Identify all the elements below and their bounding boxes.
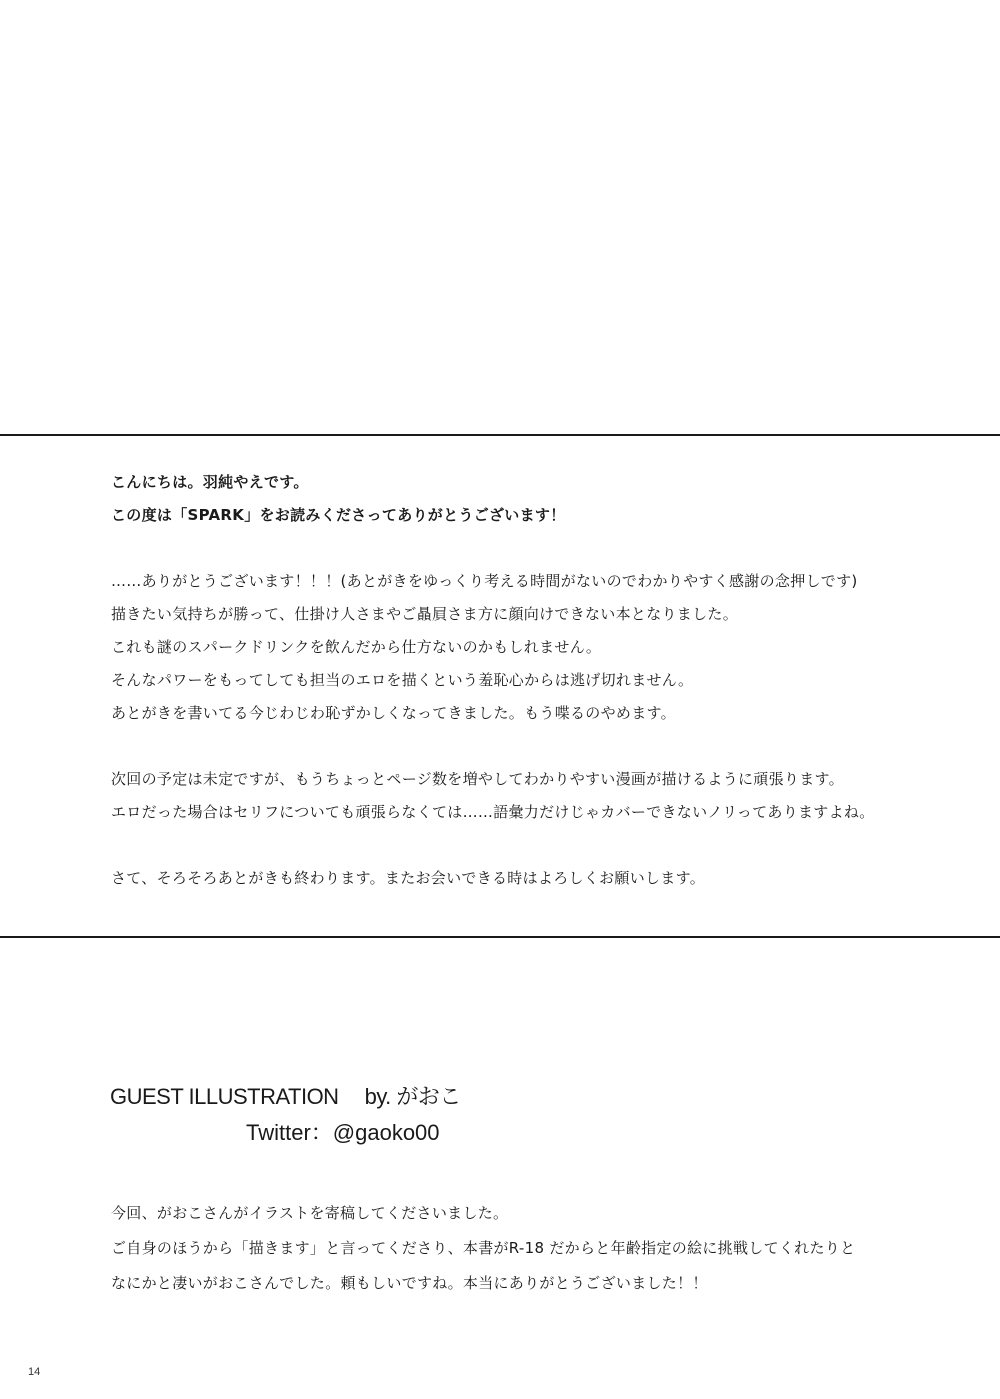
guest-twitter-handle: Twitter：@gaoko00 <box>246 1120 440 1145</box>
afterword-line: そんなパワーをもってしても担当のエロを描くという羞恥心からは逃げ切れません。 <box>111 671 694 689</box>
thanks-text: この度は「SPARK」をお読みくださってありがとうございます！ <box>111 506 566 524</box>
greeting-text: こんにちは。羽純やえです。 <box>111 473 309 491</box>
guest-title: GUEST ILLUSTRATION <box>110 1084 339 1109</box>
afterword-line: エロだった場合はセリフについても頑張らなくては……語彙力だけじゃカバーできないノリってありますよね。 <box>111 803 875 821</box>
closing-text: さて、そろそろあとがきも終わります。またお会いできる時はよろしくお願いします。 <box>111 869 706 887</box>
afterword-line: 次回の予定は未定ですが、もうちょっとページ数を増やしてわかりやすい漫画が描けるように頑張ります。 <box>111 770 844 788</box>
afterword-line: 描きたい気持ちが勝って、仕掛け人さまやご贔屓さま方に顔向けできない本となりました。 <box>111 605 739 623</box>
page-number: 14 <box>28 1366 41 1378</box>
paragraph-gap <box>111 532 971 565</box>
guest-heading <box>110 1082 461 1112</box>
guest-byline: by. がおこ <box>364 1084 461 1109</box>
paragraph-gap <box>111 829 971 862</box>
bottom-divider <box>0 936 1000 938</box>
afterword-line: あとがきを書いてる今じわじわ恥ずかしくなってきました。もう喋るのやめます。 <box>111 704 676 722</box>
paragraph-gap <box>111 730 971 763</box>
afterword-section <box>111 466 971 895</box>
guest-notes-section <box>111 1196 971 1301</box>
afterword-line: ……ありがとうございます！！！(あとがきをゆっくり考える時間がないのでわかりやすく感謝の念押しです) <box>111 572 858 590</box>
guest-note-line: なにかと凄いがおこさんでした。頼もしいですね。本当にありがとうございました！！ <box>111 1274 708 1292</box>
top-divider <box>0 434 1000 436</box>
guest-note-line: ご自身のほうから「描きます」と言ってくださり、本書がR-18 だからと年齢指定の絵に挑戦してくれたりと <box>111 1239 856 1257</box>
afterword-line: これも謎のスパークドリンクを飲んだから仕方ないのかもしれません。 <box>111 638 602 656</box>
guest-note-line: 今回、がおこさんがイラストを寄稿してくださいました。 <box>111 1204 509 1222</box>
